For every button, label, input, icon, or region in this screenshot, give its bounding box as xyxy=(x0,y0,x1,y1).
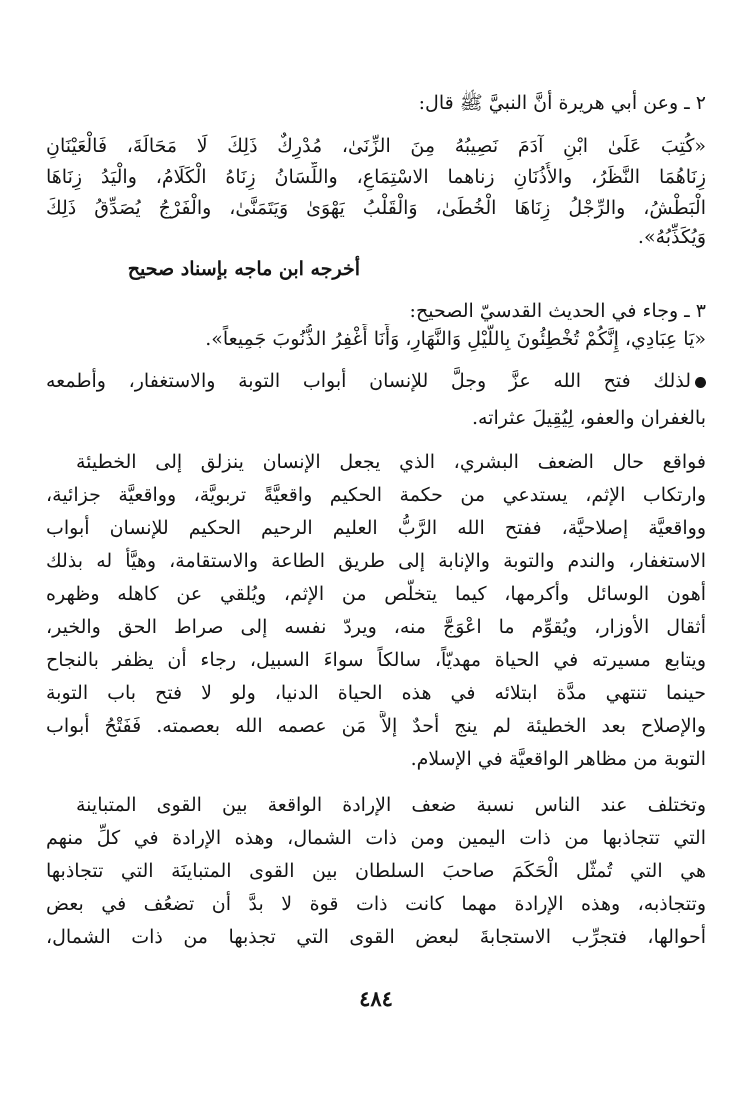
page-number: ٤٨٤ xyxy=(359,986,393,1011)
paragraph-2-line: هي التي تُمثّل الْحَكَمَ صاحبَ السلطان بين القوى المتباينَة التي تتجاذبها xyxy=(46,860,706,882)
paragraph-1-line: التوبة من مظاهر الواقعيَّة في الإسلام. xyxy=(410,748,706,770)
paragraph-1-line: حينما تنتهي مدَّة ابتلائه في هذه الحياة الدنيا، ولو لا فتح باب التوبة xyxy=(46,682,706,704)
paragraph-1-line: ويتابع مسيرته في الحياة مهديّاً، سالكاً سواءَ السبيل، رجاء أن يظفر بالنجاح xyxy=(46,649,706,671)
paragraph-1-line: أثقال الأوزار، ويُقوِّم ما اعْوَجَّ منه، ويردّ نفسه إلى صراط الحق والخير، xyxy=(46,616,706,638)
bullet-line: بالغفران والعفو، لِيُقِيلَ عثراته. xyxy=(471,407,706,429)
hadith-2-line: الْبَطْشُ، والرِّجْلُ زِنَاهَا الْخُطَىٰ، وَالْقَلْبُ يَهْوَىٰ وَيَتَمَنَّىٰ، والْفَرْجُ يُصَدِّقُ ذَلِكَ xyxy=(46,197,706,219)
bullet-line xyxy=(46,366,706,396)
hadith-2-line: وَيُكَذِّبُهُ». xyxy=(637,226,706,248)
paragraph-1-line: الاستغفار، والندم والتوبة والإنابة إلى طريق الطاعة والاستقامة، وهيَّأ له بذلك xyxy=(46,550,706,572)
hadith-2-source: أخرجه ابن ماجه بإسناد صحيح xyxy=(127,258,360,280)
bullet-line-text: لذلك فتح الله عزَّ وجلَّ للإنسان أبواب التوبة والاستغفار، وأطمعه xyxy=(46,370,691,392)
paragraph-1-line: وواقعيَّة إصلاحيَّة، ففتح الله الرَّبُّ العليم الرحيم الحكيم للإنسان أبواب xyxy=(46,517,706,539)
hadith-3-intro: ٣ ـ وجاء في الحديث القدسيّ الصحيح: xyxy=(409,300,706,322)
hadith-2-line: زِنَاهُمَا النَّظَرُ، والأُذُنَانِ زناهما الاسْتِمَاعِ، واللِّسَانُ زِنَاهُ الْكَلَامُ، والْيَدُ زِنَاهَا xyxy=(46,166,706,188)
paragraph-1-line: أهون الوسائل وأكرمها، كيما يتخلَّص من الإثم، ويُلقي عن كاهله وظهره xyxy=(46,583,706,605)
paragraph-2-line: وتختلف عند الناس نسبة ضعف الإرادة الواقعة بين القوى المتباينة xyxy=(76,794,706,816)
hadith-2-line: «كُتِبَ عَلَىٰ ابْنِ آدَمَ نَصِيبُهُ مِنَ الزِّنَىٰ، مُدْرِكٌ ذَلِكَ لَا مَحَالَةَ، فَالْعَيْنَانِ xyxy=(46,135,706,157)
paragraph-2-line: أحوالها، فتجرِّب الاستجابةَ لبعض القوى التي تجذبها من ذات الشمال، xyxy=(46,926,706,948)
paragraph-1-line: والإصلاح بعد الخطيئة لم ينج أحدٌ إلاَّ مَن عصمه الله بعصمته. فَفَتْحُ أبواب xyxy=(46,715,706,737)
paragraph-1-line: وارتكاب الإثم، يستدعي من حكمة الحكيم واقعيَّةً تربويَّة، وواقعيَّة جزائية، xyxy=(46,484,706,506)
hadith-3-text: «يَا عِبَادِي، إِنَّكُمْ تُخْطِئُونَ بِاللَّيْلِ وَالنَّهَارِ، وَأَنَا أَغْفِرُ الذُّنُوبَ جَمِيعاً». xyxy=(205,328,706,350)
paragraph-1-line: فواقع حال الضعف البشري، الذي يجعل الإنسان ينزلق إلى الخطيئة xyxy=(76,451,706,473)
bullet-dot-icon xyxy=(695,377,706,388)
paragraph-2-line: وتتجاذبه، وهذه الإرادة مهما كانت ذات قوة لا بدَّ أن تضعُف في بعض xyxy=(46,893,706,915)
hadith-2-intro: ٢ ـ وعن أبي هريرة أنَّ النبيَّ ﷺ قال: xyxy=(418,92,706,114)
paragraph-2-line: التي تتجاذبها من ذات اليمين ومن ذات الشمال، وهذه الإرادة في كلِّ منهم xyxy=(46,827,706,849)
